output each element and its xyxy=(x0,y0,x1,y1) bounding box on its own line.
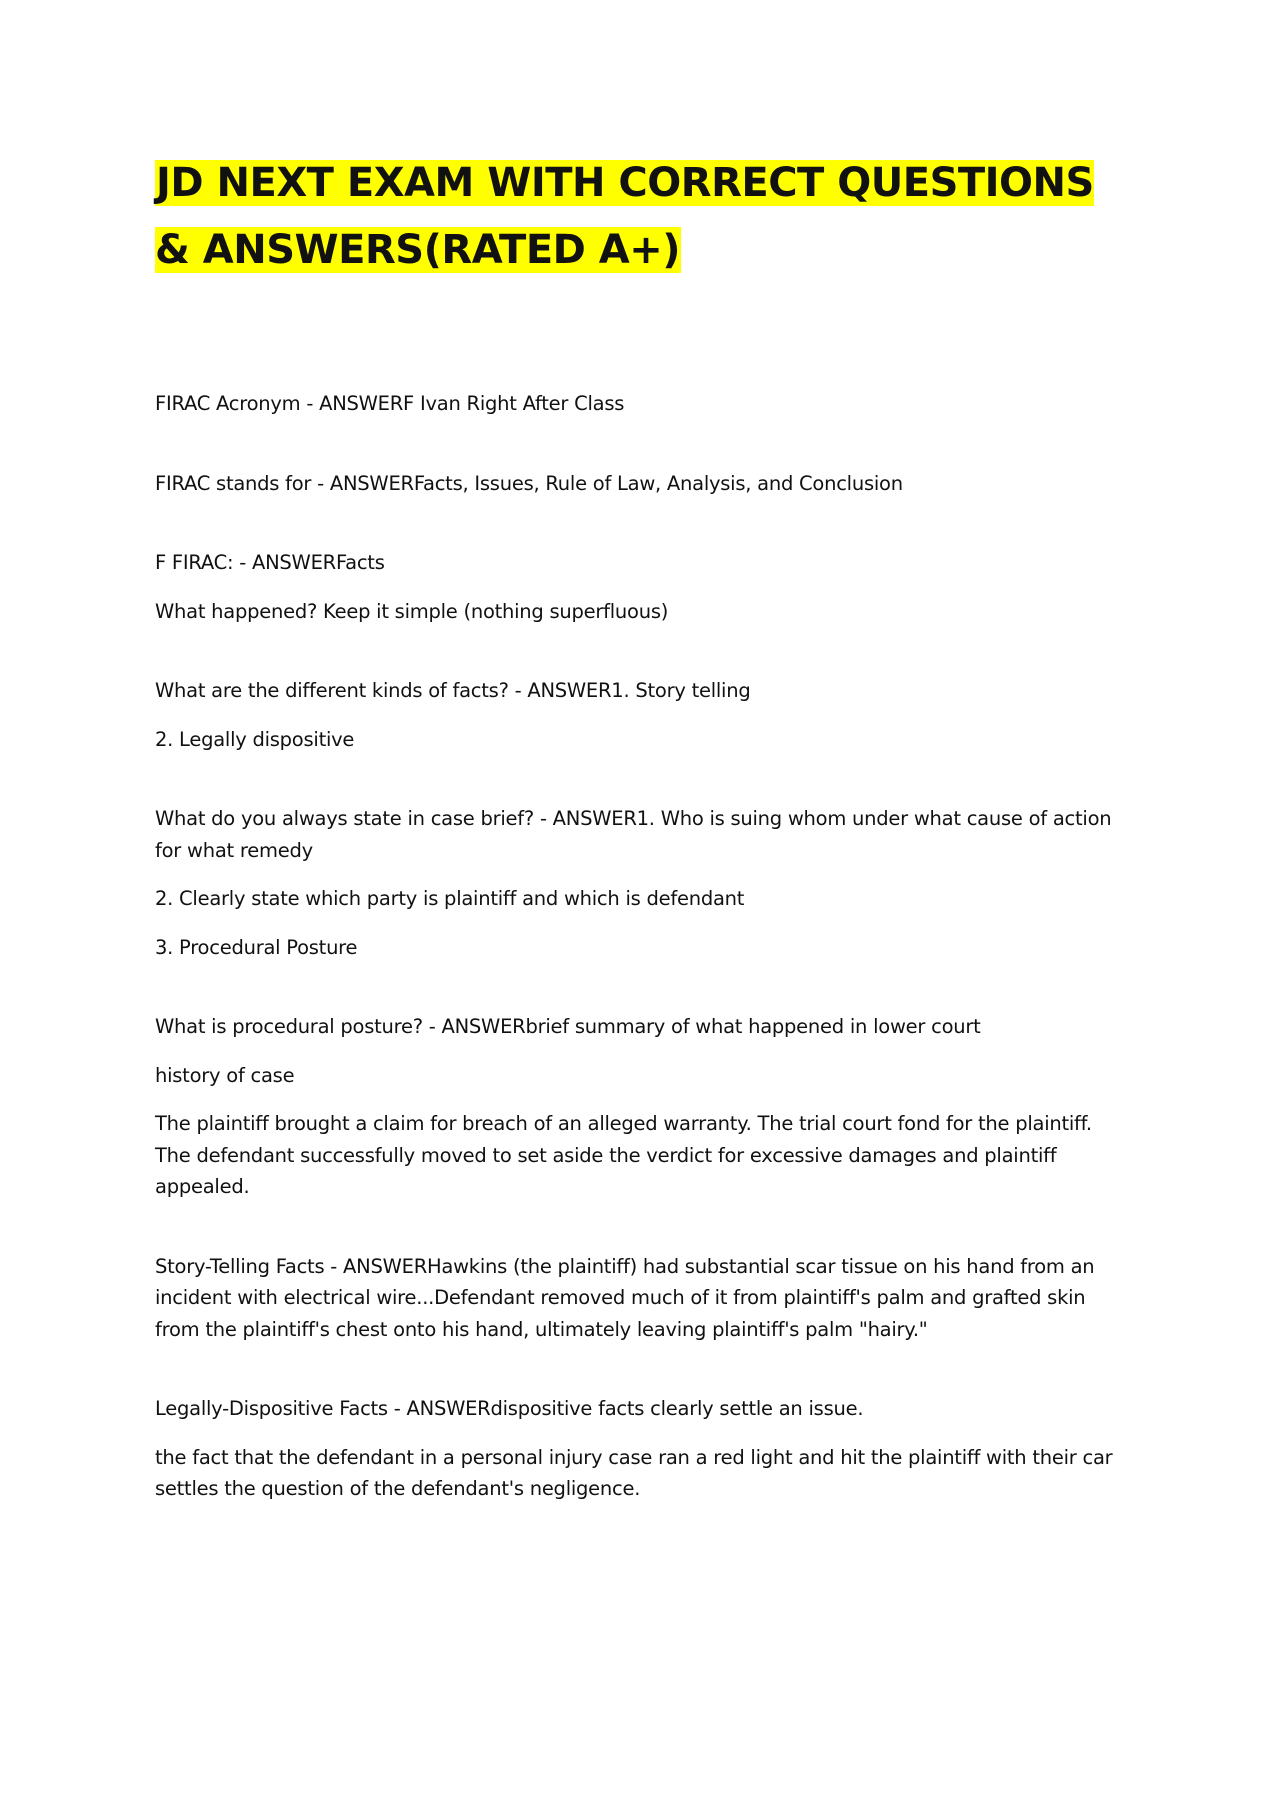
qa-question-line: What are the different kinds of facts? - ANSWER1. Story telling xyxy=(155,679,751,702)
qa-section xyxy=(155,803,1130,963)
qa-question-line: What is procedural posture? - ANSWERbrief summary of what happened in lower court xyxy=(155,1015,981,1038)
qa-answer-line: What happened? Keep it simple (nothing superfluous) xyxy=(155,599,669,623)
qa-answer-line: 2. Legally dispositive xyxy=(155,727,355,751)
qa-answer-line: 3. Procedural Posture xyxy=(155,935,358,959)
qa-question-line: Story-Telling Facts - ANSWERHawkins (the plaintiff) had substantial scar tissue on his hand from an incident with electrical wire...Defendant removed much of it from plaintiff's palm and grafted skin from the plaintiff's chest onto his hand, ultimately leaving plaintiff's palm "hairy." xyxy=(155,1254,1095,1341)
qa-answer-line: 2. Clearly state which party is plaintiff and which is defendant xyxy=(155,887,745,910)
document-page xyxy=(155,0,1130,1811)
qa-section xyxy=(155,675,1130,755)
title-highlight: JD NEXT EXAM WITH CORRECT QUESTIONS & ANSWERS(RATED A+) xyxy=(155,160,1094,273)
qa-section xyxy=(155,388,1130,420)
qa-section xyxy=(155,468,1130,500)
qa-section xyxy=(155,547,1130,627)
qa-section xyxy=(155,1251,1130,1346)
qa-sections xyxy=(155,388,1130,1505)
qa-answer-line: history of case xyxy=(155,1063,295,1087)
qa-question-line: Legally-Dispositive Facts - ANSWERdispositive facts clearly settle an issue. xyxy=(155,1397,864,1420)
qa-question-line: F FIRAC: - ANSWERFacts xyxy=(155,551,385,574)
qa-question-line: FIRAC Acronym - ANSWERF Ivan Right After Class xyxy=(155,392,625,415)
qa-answer-line: the fact that the defendant in a personal injury case ran a red light and hit the plaintiff with their car settles the question of the defendant's negligence. xyxy=(155,1445,1113,1500)
qa-question-line: What do you always state in case brief? - ANSWER1. Who is suing whom under what cause of action for what remedy xyxy=(155,807,1112,862)
qa-section xyxy=(155,1011,1130,1203)
qa-question-line: FIRAC stands for - ANSWERFacts, Issues, Rule of Law, Analysis, and Conclusion xyxy=(155,471,903,495)
document-title xyxy=(155,150,1130,284)
qa-answer-line: The plaintiff brought a claim for breach of an alleged warranty. The trial court fond for the plaintiff. The defendant successfully moved to set aside the verdict for excessive damages and plaintiff appealed. xyxy=(155,1112,1092,1198)
qa-section xyxy=(155,1393,1130,1505)
